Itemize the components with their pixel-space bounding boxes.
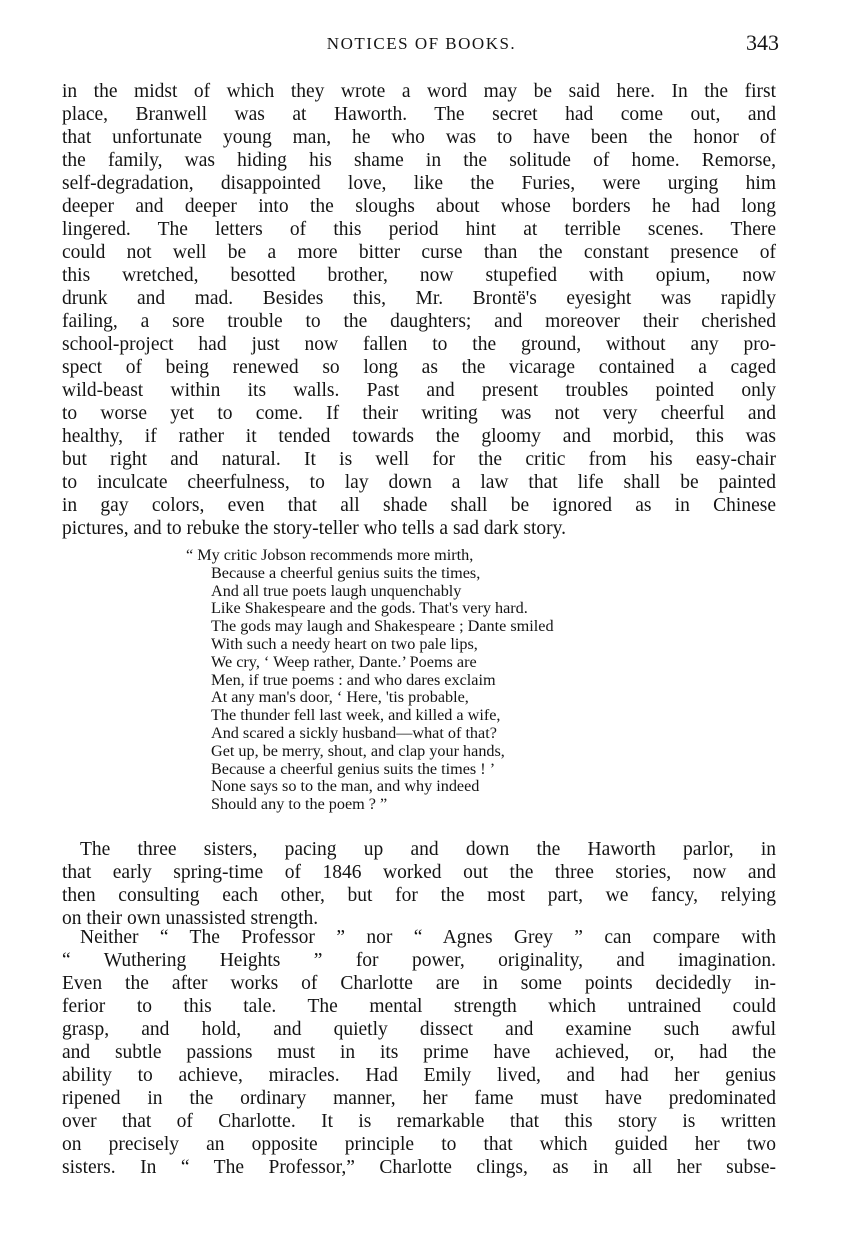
text-line: lingered. The letters of this period hint at terrible scenes. There [62, 219, 776, 240]
text-line: “ Wuthering Heights ” for power, originality, and imagination. [62, 950, 776, 971]
text-line: and subtle passions must in its prime have achieved, or, had the [62, 1042, 776, 1063]
text-line: the family, was hiding his shame in the solitude of home. Remorse, [62, 150, 776, 171]
text-line: then consulting each other, but for the most part, we fancy, relying [62, 885, 776, 906]
text-line: self-degradation, disappointed love, like the Furies, were urging him [62, 173, 776, 194]
poem-line: We cry, ‘ Weep rather, Dante.’ Poems are [211, 652, 477, 671]
poem-block [186, 547, 746, 814]
text-line: sisters. In “ The Professor,” Charlotte clings, as in all her subse- [62, 1157, 776, 1178]
paragraph-branwell [62, 80, 776, 540]
text-line: wild-beast within its walls. Past and present troubles pointed only [62, 380, 776, 401]
text-line: could not well be a more bitter curse than the constant presence of [62, 242, 776, 263]
text-line: Even the after works of Charlotte are in some points decidedly in- [62, 973, 776, 994]
poem-line: “ My critic Jobson recommends more mirth, [186, 546, 474, 564]
text-line: over that of Charlotte. It is remarkable that this story is written [62, 1111, 776, 1132]
poem-line: And all true poets laugh unquenchably [211, 581, 462, 600]
poem-line: At any man's door, ‘ Here, 'tis probable, [211, 688, 469, 707]
text-line: pictures, and to rebuke the story-teller who tells a sad dark story. [62, 518, 566, 539]
page-number: 343 [746, 30, 779, 55]
running-head: NOTICES OF BOOKS. [326, 34, 517, 53]
page-header [0, 30, 843, 64]
poem-line: The gods may laugh and Shakespeare ; Dante smiled [211, 617, 554, 636]
text-line: failing, a sore trouble to the daughters; and moreover their cherished [62, 311, 776, 332]
poem-line: Men, if true poems : and who dares exclaim [211, 670, 496, 689]
text-line: on their own unassisted strength. [62, 908, 319, 929]
text-line: to inculcate cheerfulness, to lay down a law that life shall be painted [62, 472, 776, 493]
poem-line: And scared a sickly husband—what of that? [211, 723, 497, 742]
text-line: ferior to this tale. The mental strength which untrained could [62, 996, 776, 1017]
text-line: this wretched, besotted brother, now stupefied with opium, now [62, 265, 776, 286]
poem-line: With such a needy heart on two pale lips, [211, 634, 478, 653]
text-line: in gay colors, even that all shade shall be ignored as in Chinese [62, 495, 776, 516]
text-line: deeper and deeper into the sloughs about whose borders he had long [62, 196, 776, 217]
text-line: but right and natural. It is well for the critic from his easy-chair [62, 449, 776, 470]
text-line: that early spring-time of 1846 worked out the three stories, now and [62, 862, 776, 883]
paragraph-three-sisters [62, 838, 776, 930]
poem-line: Because a cheerful genius suits the times, [211, 563, 481, 582]
text-line: The three sisters, pacing up and down the Haworth parlor, in [80, 839, 776, 860]
text-line: healthy, if rather it tended towards the gloomy and morbid, this was [62, 426, 776, 447]
poem-line: The thunder fell last week, and killed a wife, [211, 706, 501, 725]
text-line: on precisely an opposite principle to that which guided her two [62, 1134, 776, 1155]
paragraph-wuthering-heights [62, 926, 776, 1179]
poem-line: Should any to the poem ? ” [211, 795, 388, 814]
poem-line: Like Shakespeare and the gods. That's very hard. [211, 599, 528, 618]
poem-line: None says so to the man, and why indeed [211, 777, 480, 796]
text-line: that unfortunate young man, he who was to have been the honor of [62, 127, 776, 148]
text-line: in the midst of which they wrote a word may be said here. In the first [62, 81, 776, 102]
text-line: drunk and mad. Besides this, Mr. Brontë's eyesight was rapidly [62, 288, 776, 309]
text-line: school-project had just now fallen to the ground, without any pro- [62, 334, 776, 355]
text-line: spect of being renewed so long as the vicarage contained a caged [62, 357, 776, 378]
text-line: place, Branwell was at Haworth. The secret had come out, and [62, 104, 776, 125]
poem-line: Get up, be merry, shout, and clap your hands, [211, 741, 505, 760]
text-line: ability to achieve, miracles. Had Emily lived, and had her genius [62, 1065, 776, 1086]
text-line: ripened in the ordinary manner, her fame must have predominated [62, 1088, 776, 1109]
text-line: to worse yet to come. If their writing was not very cheerful and [62, 403, 776, 424]
text-line: Neither “ The Professor ” nor “ Agnes Grey ” can compare with [80, 927, 776, 948]
text-line: grasp, and hold, and quietly dissect and examine such awful [62, 1019, 776, 1040]
poem-line: Because a cheerful genius suits the times ! ’ [211, 759, 496, 778]
